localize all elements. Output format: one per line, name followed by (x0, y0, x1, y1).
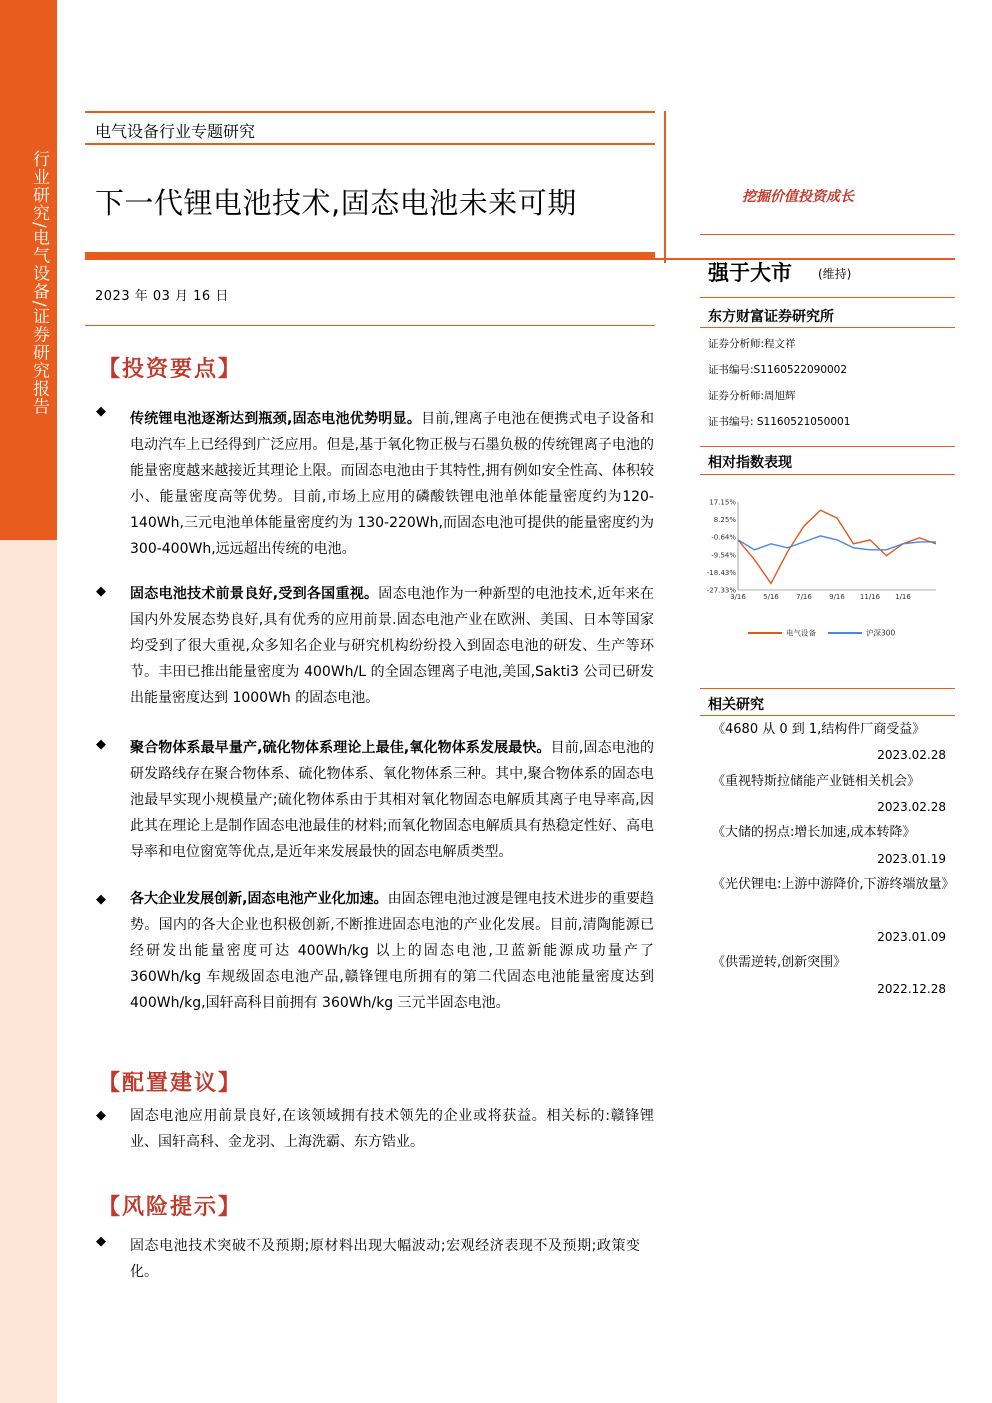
y-tick-label: -18.43% (706, 568, 736, 577)
invest-item-2: 固态电池技术前景良好,受到各国重视。固态电池作为一种新型的电池技术,近年来在国内外发展态势良好,具有优秀的应用前景.固态电池产业在欧洲、美国、日本等国家均受到了很大重视,众多知名企业与研究机构纷纷投入到固态电池的研发、生产等环节。丰田已推出能量密度为 400Wh/L 的全固态锂离子电池,美国,Sakti3 公司已研发出能量密度达到 1000Wh 的固态电池。 (130, 586, 654, 706)
x-tick-label: 1/16 (895, 593, 911, 601)
title-bar (85, 252, 655, 260)
x-tick-label: 11/16 (859, 593, 881, 601)
x-tick-label: 7/16 (796, 593, 812, 601)
invest-item-4: 各大企业发展创新,固态电池产业化加速。由固态锂电池过渡是锂电技术进步的重要趋势。国内的各大企业也积极创新,不断推进固态电池的产业化发展。目前,清陶能源已经研发出能量密度可达 400Wh/kg 以上的固态电池,卫蓝新能源成功量产了 360Wh/kg 车规级固态电池产品,赣锋锂电所拥有的第二代固态电池能量密度达到 400Wh/kg,国轩高科目前拥有 360Wh/kg 三元半固态电池。 (130, 891, 654, 1011)
research-firm: 东方财富证券研究所 (708, 309, 834, 325)
rating: 强于大市 (708, 261, 792, 285)
divider-vertical (664, 111, 666, 263)
legend-label: 沪深300 (866, 628, 896, 638)
related-heading-rule (700, 715, 955, 716)
title-bar-extension (655, 258, 955, 260)
analyst-name-1: 证券分析师:程文祥 (708, 338, 796, 350)
bullet-icon: ◆ (96, 584, 106, 599)
related-report-date: 2022.12.28 (877, 982, 946, 996)
chart-heading-rule (700, 474, 955, 475)
chart-svg (700, 490, 950, 640)
relative-index-chart (700, 490, 950, 640)
invest-item-3: 聚合物体系最早量产,硫化物体系理论上最佳,氧化物体系发展最快。目前,固态电池的研发路线存在聚合物体系、硫化物体系、氧化物体系三种。其中,聚合物体系的固态电池最早实现小规模量产;硫化物体系由于其相对氧化物固态电解质其离子电导率高,因此其在理论上是制作固态电池最佳的材料;而氧化物固态电解质具有热稳定性好、高电导率和电位窗宽等优点,是近年来发展最快的固态电解质类型。 (130, 740, 654, 860)
section-heading-invest: 【投资要点】 (98, 357, 243, 382)
report-category: 电气设备行业专题研究 (95, 122, 256, 141)
bullet-icon: ◆ (96, 1108, 106, 1123)
sidebar-vertical-text: 行业研究/电气设备/证券研究报告 (29, 150, 49, 416)
y-tick-label: 8.25% (713, 516, 736, 525)
bullet-icon: ◆ (96, 737, 106, 752)
related-heading: 相关研究 (708, 697, 764, 713)
series-line (738, 536, 936, 550)
x-tick-label: 9/16 (829, 593, 845, 601)
series-line (738, 510, 936, 583)
related-top-rule (700, 688, 955, 689)
x-tick-label: 5/16 (763, 593, 779, 601)
y-tick-label: 17.15% (709, 498, 736, 507)
section-heading-risk: 【风险提示】 (98, 1195, 243, 1220)
related-report-title[interactable]: 《重视特斯拉储能产业链相关机会》 (712, 774, 921, 789)
chart-heading: 相对指数表现 (708, 455, 792, 471)
report-date: 2023 年 03 月 16 日 (95, 289, 229, 304)
top-rule (85, 111, 655, 113)
rating-note: (维持) (818, 267, 852, 281)
page-title: 下一代锂电池技术,固态电池未来可期 (95, 186, 577, 220)
firm-rule (700, 327, 955, 328)
x-tick-label: 3/16 (730, 593, 746, 601)
bullet-icon: ◆ (96, 404, 106, 419)
y-tick-label: -27.33% (706, 586, 736, 595)
analyst-name-2: 证券分析师:周旭辉 (708, 390, 796, 402)
bullet-icon: ◆ (96, 892, 106, 907)
chart-top-rule (700, 446, 955, 447)
category-rule (85, 143, 655, 145)
related-report-title[interactable]: 《供需逆转,创新突围》 (712, 955, 847, 970)
slogan-rule (700, 234, 955, 235)
bullet-icon: ◆ (96, 1234, 106, 1249)
rating-rule (700, 297, 955, 298)
related-report-title[interactable]: 《4680 从 0 到 1,结构件厂商受益》 (712, 722, 926, 737)
legend-label: 电气设备 (786, 628, 816, 638)
y-tick-label: -0.64% (711, 533, 736, 542)
analyst-cert-1: 证书编号:S1160522090002 (708, 364, 848, 376)
config-text: 固态电池应用前景良好,在该领域拥有技术领先的企业或将获益。相关标的:赣锋锂业、国轩高科、金龙羽、上海洗霸、东方锆业。 (130, 1108, 654, 1150)
sidebar-stripe-light (0, 540, 57, 1403)
analyst-cert-2: 证书编号: S1160521050001 (708, 416, 851, 428)
related-report-date: 2023.01.19 (877, 852, 946, 866)
related-report-title[interactable]: 《光伏锂电:上游中游降价,下游终端放量》 (712, 877, 955, 892)
related-report-date: 2023.02.28 (877, 800, 946, 814)
section-heading-config: 【配置建议】 (98, 1071, 243, 1096)
y-tick-label: -9.54% (711, 551, 736, 560)
related-report-title[interactable]: 《大储的拐点:增长加速,成本转降》 (712, 825, 916, 840)
risk-text: 固态电池技术突破不及预期;原材料出现大幅波动;宏观经济表现不及预期;政策变化。 (130, 1238, 640, 1280)
related-report-date: 2023.02.28 (877, 748, 946, 762)
date-rule (85, 325, 655, 326)
invest-item-1: 传统锂电池逐渐达到瓶颈,固态电池优势明显。目前,锂离子电池在便携式电子设备和电动汽车上已经得到广泛应用。但是,基于氧化物正极与石墨负极的传统锂离子电池的能量密度越来越接近其理论上限。而固态电池由于其特性,拥有例如安全性高、体积较小、能量密度高等优势。目前,市场上应用的磷酸铁锂电池单体能量密度约为120-140Wh,三元电池单体能量密度约为 130-220Wh,而固态电池可提供的能量密度约为 300-400Wh,远远超出传统的电池。 (130, 411, 654, 557)
slogan: 挖掘价值投资成长 (742, 189, 854, 205)
related-report-date: 2023.01.09 (877, 930, 946, 944)
